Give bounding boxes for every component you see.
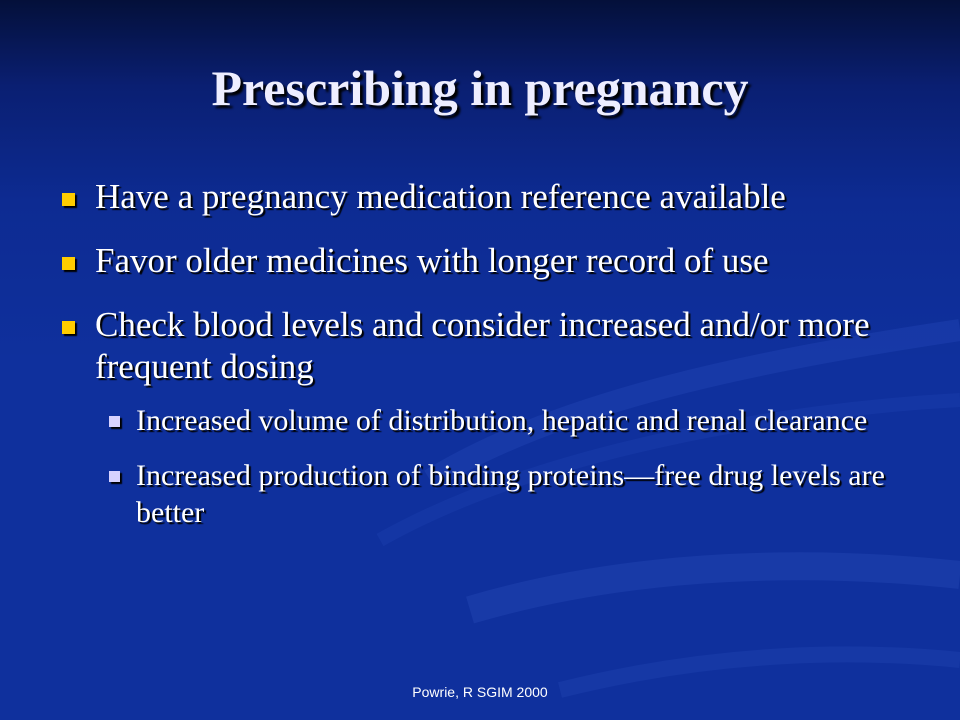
- sub-bullet-item: [101, 402, 920, 439]
- square-bullet-icon: [62, 257, 75, 270]
- bullet-text: Favor older medicines with longer record of use: [95, 241, 769, 280]
- sub-bullet-item: [101, 457, 920, 531]
- bullet-item: [60, 304, 920, 388]
- square-sub-bullet-icon: [109, 471, 120, 482]
- slide-title: Prescribing in pregnancy: [211, 60, 749, 116]
- bullet-text: Have a pregnancy medication reference available: [95, 177, 786, 216]
- bullet-item: [60, 176, 920, 218]
- sub-bullet-text: Increased volume of distribution, hepatic and renal clearance: [136, 404, 868, 437]
- square-bullet-icon: [62, 193, 75, 206]
- bullet-list: [60, 176, 920, 549]
- square-bullet-icon: [62, 321, 75, 334]
- sub-bullet-text: Increased production of binding proteins—free drug levels are better: [136, 459, 885, 529]
- bullet-text: Check blood levels and consider increased and/or more frequent dosing: [95, 305, 870, 386]
- bullet-item: [60, 240, 920, 282]
- sub-bullet-container: [60, 402, 920, 531]
- square-sub-bullet-icon: [109, 416, 120, 427]
- sub-bullet-list: [60, 402, 920, 531]
- slide-footer: Powrie, R SGIM 2000: [412, 684, 548, 700]
